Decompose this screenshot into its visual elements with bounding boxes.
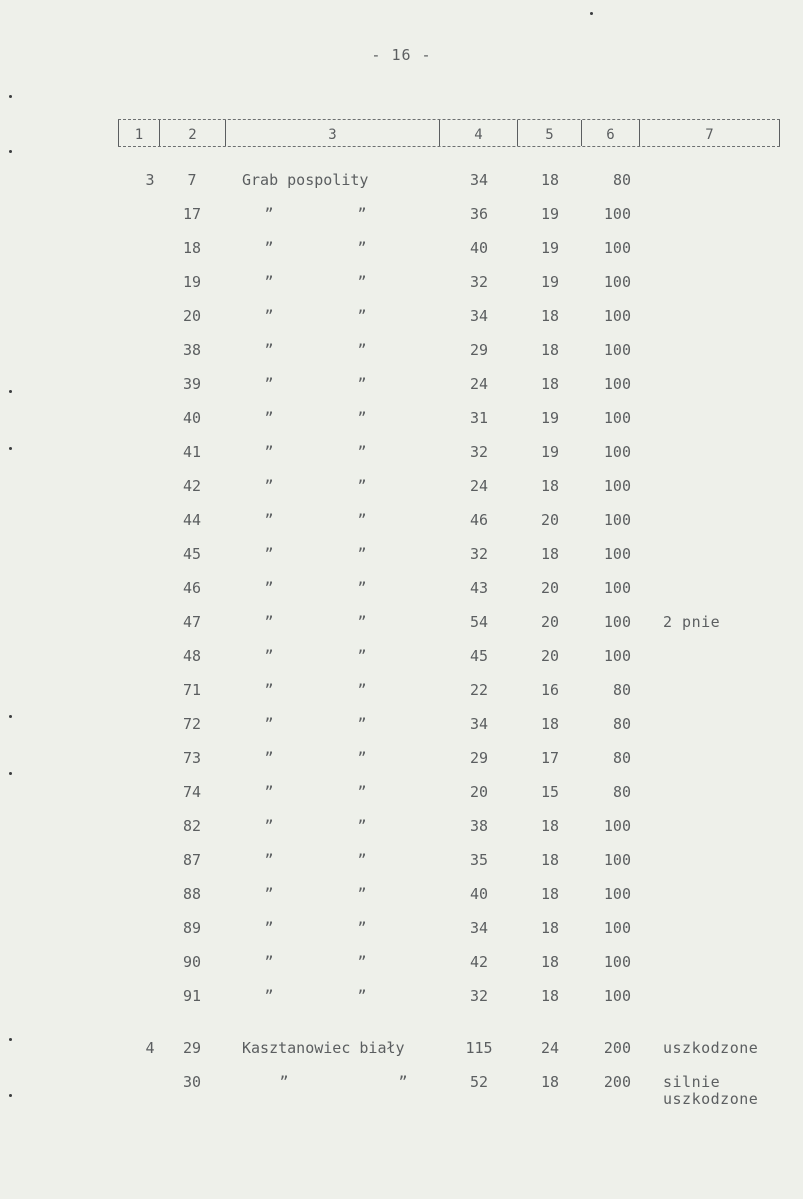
table-row (0, 672, 803, 706)
ditto-mark: ” (357, 341, 367, 359)
col-4-value: 29 (469, 749, 489, 767)
tree-number: 41 (182, 443, 202, 461)
tree-number: 40 (182, 409, 202, 427)
ditto-mark: ” (357, 783, 367, 801)
table-row (0, 978, 803, 1012)
col-6-value: 100 (603, 613, 631, 631)
table-row (0, 570, 803, 604)
tree-number: 48 (182, 647, 202, 665)
col-6-value: 100 (603, 579, 631, 597)
table-row (0, 1064, 803, 1110)
ditto-mark: ” (357, 409, 367, 427)
col-5-value: 18 (540, 171, 560, 189)
col-5-value: 18 (540, 307, 560, 325)
ditto-mark: ” (357, 613, 367, 631)
col-6-value: 100 (603, 545, 631, 563)
col-4-value: 115 (465, 1039, 493, 1057)
col-6-value: 80 (612, 715, 631, 733)
col-4-value: 34 (469, 307, 489, 325)
group-number: 4 (145, 1039, 155, 1057)
note: 2 pnie (663, 613, 721, 631)
header-col-6: 6 (582, 120, 640, 146)
col-4-value: 32 (469, 273, 489, 291)
group-spacer (0, 1012, 803, 1030)
table-row (0, 332, 803, 366)
col-5-value: 18 (540, 919, 560, 937)
col-6-value: 100 (603, 647, 631, 665)
table-row (0, 502, 803, 536)
col-6-value: 100 (603, 409, 631, 427)
col-6-value: 100 (603, 919, 631, 937)
table-row (0, 808, 803, 842)
tree-number: 88 (182, 885, 202, 903)
col-4-value: 20 (469, 783, 489, 801)
table-row (0, 536, 803, 570)
ditto-mark: ” (264, 375, 274, 393)
col-5-value: 19 (540, 239, 560, 257)
col-6-value: 80 (612, 681, 631, 699)
col-4-value: 54 (469, 613, 489, 631)
col-4-value: 35 (469, 851, 489, 869)
scan-speck (9, 1038, 12, 1041)
col-5-value: 24 (540, 1039, 560, 1057)
col-6-value: 80 (612, 749, 631, 767)
note-continued: uszkodzone (663, 1090, 759, 1108)
col-4-value: 46 (469, 511, 489, 529)
col-5-value: 20 (540, 511, 560, 529)
col-6-value: 100 (603, 341, 631, 359)
col-6-value: 100 (603, 885, 631, 903)
col-5-value: 20 (540, 647, 560, 665)
tree-number: 73 (182, 749, 202, 767)
table-row (0, 774, 803, 808)
ditto-mark: ” (357, 851, 367, 869)
table-row (0, 434, 803, 468)
col-5-value: 18 (540, 885, 560, 903)
col-4-value: 43 (469, 579, 489, 597)
note: silnie (663, 1073, 721, 1091)
col-4-value: 34 (469, 715, 489, 733)
table-row (0, 230, 803, 264)
col-4-value: 52 (469, 1073, 489, 1091)
group-number: 3 (145, 171, 155, 189)
ditto-mark: ” (398, 1073, 408, 1091)
ditto-mark: ” (357, 273, 367, 291)
tree-number: 72 (182, 715, 202, 733)
ditto-mark: ” (357, 511, 367, 529)
col-6-value: 80 (612, 171, 631, 189)
ditto-mark: ” (264, 613, 274, 631)
ditto-mark: ” (264, 443, 274, 461)
col-4-value: 32 (469, 545, 489, 563)
col-6-value: 100 (603, 987, 631, 1005)
table-row (0, 876, 803, 910)
ditto-mark: ” (264, 239, 274, 257)
col-6-value: 100 (603, 239, 631, 257)
ditto-mark: ” (357, 817, 367, 835)
col-5-value: 19 (540, 273, 560, 291)
col-5-value: 16 (540, 681, 560, 699)
col-4-value: 24 (469, 477, 489, 495)
ditto-mark: ” (264, 307, 274, 325)
tree-number: 30 (182, 1073, 202, 1091)
col-5-value: 18 (540, 1073, 560, 1091)
col-6-value: 100 (603, 511, 631, 529)
tree-number: 20 (182, 307, 202, 325)
col-6-value: 200 (603, 1073, 631, 1091)
table-row (0, 366, 803, 400)
table-row (0, 468, 803, 502)
col-4-value: 36 (469, 205, 489, 223)
col-5-value: 20 (540, 613, 560, 631)
ditto-mark: ” (264, 579, 274, 597)
col-4-value: 29 (469, 341, 489, 359)
col-4-value: 24 (469, 375, 489, 393)
scan-speck (590, 12, 593, 15)
col-5-value: 18 (540, 477, 560, 495)
scan-speck (9, 390, 12, 393)
col-6-value: 100 (603, 375, 631, 393)
table-body (0, 162, 803, 1110)
ditto-mark: ” (264, 341, 274, 359)
tree-number: 29 (182, 1039, 202, 1057)
col-5-value: 19 (540, 409, 560, 427)
ditto-mark: ” (357, 715, 367, 733)
scan-speck (9, 95, 12, 98)
col-5-value: 20 (540, 579, 560, 597)
col-5-value: 18 (540, 817, 560, 835)
col-4-value: 32 (469, 987, 489, 1005)
scan-speck (9, 1094, 12, 1097)
col-6-value: 100 (603, 851, 631, 869)
col-6-value: 80 (612, 783, 631, 801)
table-row (0, 910, 803, 944)
ditto-mark: ” (264, 953, 274, 971)
scan-speck (9, 150, 12, 153)
species-name: Grab pospolity (242, 171, 369, 189)
col-4-value: 42 (469, 953, 489, 971)
tree-number: 87 (182, 851, 202, 869)
col-5-value: 18 (540, 987, 560, 1005)
ditto-mark: ” (264, 919, 274, 937)
col-4-value: 40 (469, 239, 489, 257)
ditto-mark: ” (264, 987, 274, 1005)
scan-speck (9, 715, 12, 718)
col-4-value: 34 (469, 171, 489, 189)
ditto-mark: ” (264, 477, 274, 495)
ditto-mark: ” (264, 817, 274, 835)
header-col-5: 5 (518, 120, 582, 146)
col-6-value: 200 (603, 1039, 631, 1057)
tree-number: 82 (182, 817, 202, 835)
col-5-value: 19 (540, 205, 560, 223)
ditto-mark: ” (357, 307, 367, 325)
col-5-value: 17 (540, 749, 560, 767)
col-4-value: 34 (469, 919, 489, 937)
tree-number: 90 (182, 953, 202, 971)
table-row (0, 264, 803, 298)
tree-number: 38 (182, 341, 202, 359)
tree-number: 42 (182, 477, 202, 495)
ditto-mark: ” (264, 205, 274, 223)
col-6-value: 100 (603, 273, 631, 291)
table-row (0, 740, 803, 774)
tree-number: 47 (182, 613, 202, 631)
ditto-mark: ” (264, 273, 274, 291)
table-row (0, 298, 803, 332)
ditto-mark: ” (264, 681, 274, 699)
tree-number: 44 (182, 511, 202, 529)
ditto-mark: ” (357, 919, 367, 937)
ditto-mark: ” (264, 545, 274, 563)
col-5-value: 18 (540, 715, 560, 733)
col-4-value: 45 (469, 647, 489, 665)
col-5-value: 18 (540, 375, 560, 393)
ditto-mark: ” (357, 205, 367, 223)
scan-speck (9, 772, 12, 775)
ditto-mark: ” (264, 851, 274, 869)
col-4-value: 22 (469, 681, 489, 699)
col-5-value: 18 (540, 545, 560, 563)
tree-number: 17 (182, 205, 202, 223)
col-6-value: 100 (603, 477, 631, 495)
col-5-value: 18 (540, 953, 560, 971)
table-row (0, 400, 803, 434)
col-5-value: 18 (540, 851, 560, 869)
tree-number: 89 (182, 919, 202, 937)
ditto-mark: ” (357, 681, 367, 699)
tree-number: 7 (187, 171, 197, 189)
species-name: Kasztanowiec biały (242, 1039, 405, 1057)
header-col-3: 3 (226, 120, 440, 146)
ditto-mark: ” (357, 545, 367, 563)
col-6-value: 100 (603, 817, 631, 835)
table-row (0, 706, 803, 740)
ditto-mark: ” (264, 511, 274, 529)
table-header (118, 119, 780, 147)
header-col-2: 2 (160, 120, 226, 146)
ditto-mark: ” (357, 953, 367, 971)
col-6-value: 100 (603, 307, 631, 325)
header-col-1: 1 (118, 120, 160, 146)
col-5-value: 15 (540, 783, 560, 801)
col-5-value: 18 (540, 341, 560, 359)
note: uszkodzone (663, 1039, 759, 1057)
ditto-mark: ” (357, 749, 367, 767)
table-row (0, 944, 803, 978)
col-6-value: 100 (603, 953, 631, 971)
ditto-mark: ” (357, 443, 367, 461)
ditto-mark: ” (357, 987, 367, 1005)
tree-number: 39 (182, 375, 202, 393)
ditto-mark: ” (357, 239, 367, 257)
ditto-mark: ” (264, 783, 274, 801)
tree-number: 71 (182, 681, 202, 699)
col-5-value: 19 (540, 443, 560, 461)
tree-number: 19 (182, 273, 202, 291)
scan-speck (9, 447, 12, 450)
table-row (0, 162, 803, 196)
table-row (0, 638, 803, 672)
col-4-value: 40 (469, 885, 489, 903)
ditto-mark: ” (357, 647, 367, 665)
tree-number: 46 (182, 579, 202, 597)
col-4-value: 32 (469, 443, 489, 461)
table-row (0, 604, 803, 638)
col-4-value: 31 (469, 409, 489, 427)
ditto-mark: ” (264, 715, 274, 733)
tree-number: 74 (182, 783, 202, 801)
col-6-value: 100 (603, 205, 631, 223)
ditto-mark: ” (357, 375, 367, 393)
table-row (0, 1030, 803, 1064)
page-number: - 16 - (371, 46, 432, 64)
ditto-mark: ” (357, 579, 367, 597)
ditto-mark: ” (357, 885, 367, 903)
ditto-mark: ” (264, 409, 274, 427)
ditto-mark: ” (357, 477, 367, 495)
col-4-value: 38 (469, 817, 489, 835)
tree-number: 91 (182, 987, 202, 1005)
ditto-mark: ” (264, 749, 274, 767)
header-col-4: 4 (440, 120, 518, 146)
ditto-mark: ” (264, 885, 274, 903)
header-col-7: 7 (640, 120, 780, 146)
tree-number: 45 (182, 545, 202, 563)
ditto-mark: ” (264, 647, 274, 665)
col-6-value: 100 (603, 443, 631, 461)
table-row (0, 196, 803, 230)
tree-number: 18 (182, 239, 202, 257)
table-row (0, 842, 803, 876)
ditto-mark: ” (279, 1073, 289, 1091)
